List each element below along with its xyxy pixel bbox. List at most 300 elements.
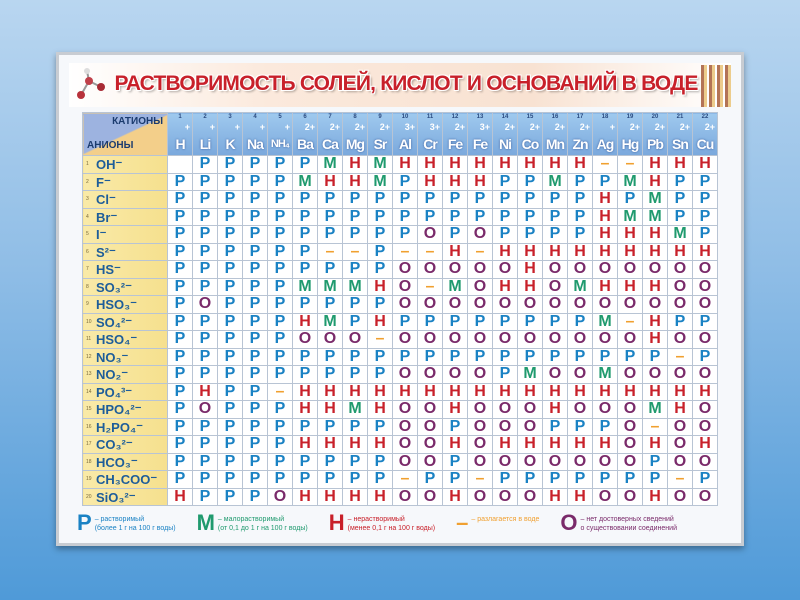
cation-symbol: NH₄ (270, 138, 290, 150)
cation-symbol: Mn (545, 136, 565, 152)
solubility-cell: Р (193, 471, 218, 489)
solubility-cell: – (668, 348, 693, 366)
cation-symbol: Li (199, 136, 211, 152)
solubility-cell: О (418, 488, 443, 506)
solubility-cell: Р (468, 313, 493, 331)
cation-symbol: Al (399, 136, 411, 152)
legend (77, 511, 677, 541)
solubility-cell: Н (318, 401, 343, 419)
solubility-cell: М (643, 208, 668, 226)
anion-header (83, 243, 168, 261)
solubility-cell: Н (643, 488, 668, 506)
solubility-cell: Р (568, 313, 593, 331)
solubility-cell: О (493, 401, 518, 419)
solubility-cell: Н (518, 156, 543, 174)
legend-item (560, 511, 677, 535)
cation-charge: 3+ (479, 122, 490, 132)
solubility-cell: Р (368, 348, 393, 366)
solubility-cell: Р (343, 418, 368, 436)
solubility-cell: Р (293, 243, 318, 261)
solubility-cell: Р (443, 453, 468, 471)
solubility-cell: Н (418, 173, 443, 191)
solubility-cell: Н (568, 436, 593, 454)
solubility-cell: О (293, 331, 318, 349)
solubility-cell: О (668, 488, 693, 506)
anion-header (83, 418, 168, 436)
solubility-cell: Р (318, 471, 343, 489)
page-title: РАСТВОРИМОСТЬ СОЛЕЙ, КИСЛОТ И ОСНОВАНИЙ В ВОДЕ (114, 72, 698, 95)
solubility-cell: – (343, 243, 368, 261)
table-row (83, 191, 718, 209)
solubility-cell: Р (268, 261, 293, 279)
anion-number: 1 (86, 161, 89, 167)
cation-number: 21 (676, 114, 684, 120)
solubility-cell: Р (218, 436, 243, 454)
solubility-cell: Р (293, 418, 318, 436)
legend-text: – нет достоверных сведений (580, 516, 674, 523)
solubility-cell: Р (243, 383, 268, 401)
solubility-cell: Р (693, 191, 718, 209)
table-corner (83, 113, 168, 156)
solubility-cell: Р (218, 331, 243, 349)
solubility-cell: Р (443, 348, 468, 366)
cation-symbol: Sn (672, 136, 688, 152)
anion-number: 5 (86, 231, 89, 237)
anion-formula: HPO₄²⁻ (96, 402, 142, 417)
solubility-cell: Р (568, 348, 593, 366)
solubility-cell: О (643, 366, 668, 384)
solubility-cell: О (468, 453, 493, 471)
solubility-cell: О (668, 296, 693, 314)
solubility-cell: Р (518, 173, 543, 191)
solubility-cell: Н (618, 278, 643, 296)
anion-header (83, 226, 168, 244)
solubility-cell: Н (443, 173, 468, 191)
solubility-cell: Н (693, 383, 718, 401)
solubility-cell: Р (268, 173, 293, 191)
solubility-cell: Р (218, 471, 243, 489)
solubility-cell: – (668, 471, 693, 489)
solubility-cell: О (568, 296, 593, 314)
solubility-cell: Р (393, 348, 418, 366)
solubility-cell: Р (618, 348, 643, 366)
solubility-cell: Н (293, 313, 318, 331)
cation-charge: 3+ (404, 122, 415, 132)
anion-header (83, 261, 168, 279)
solubility-cell: О (193, 401, 218, 419)
solubility-cell: М (343, 401, 368, 419)
solubility-cell: О (668, 418, 693, 436)
cation-symbol: H (175, 136, 185, 152)
solubility-cell: О (543, 331, 568, 349)
solubility-cell: Р (193, 418, 218, 436)
solubility-cell: Р (168, 383, 193, 401)
solubility-cell: Р (218, 173, 243, 191)
table-row (83, 366, 718, 384)
solubility-cell: Р (618, 191, 643, 209)
solubility-cell: О (518, 418, 543, 436)
solubility-cell: Р (493, 191, 518, 209)
solubility-cell: Н (593, 226, 618, 244)
solubility-cell: Р (493, 208, 518, 226)
solubility-cell: Н (518, 278, 543, 296)
solubility-cell: Н (693, 436, 718, 454)
solubility-cell: Р (643, 348, 668, 366)
anion-formula: OH⁻ (96, 157, 123, 172)
solubility-cell: Н (643, 243, 668, 261)
solubility-cell: Р (168, 191, 193, 209)
solubility-cell: Р (243, 208, 268, 226)
solubility-cell: Р (418, 313, 443, 331)
solubility-cell: М (568, 278, 593, 296)
table-row (83, 278, 718, 296)
solubility-cell: О (518, 488, 543, 506)
solubility-cell: О (418, 331, 443, 349)
solubility-cell: Н (693, 156, 718, 174)
solubility-cell: Н (618, 243, 643, 261)
solubility-cell: Н (493, 383, 518, 401)
solubility-cell: Р (618, 471, 643, 489)
cation-header (618, 113, 643, 156)
solubility-cell: Р (168, 366, 193, 384)
solubility-cell: – (418, 243, 443, 261)
solubility-cell: Р (243, 366, 268, 384)
solubility-cell: Н (568, 243, 593, 261)
solubility-cell: М (643, 401, 668, 419)
solubility-cell: М (368, 156, 393, 174)
anion-formula: NO₃⁻ (96, 349, 129, 365)
cation-number: 11 (426, 114, 434, 120)
solubility-cell: О (618, 401, 643, 419)
solubility-cell: О (493, 418, 518, 436)
solubility-cell: О (693, 331, 718, 349)
solubility-cell: Н (168, 488, 193, 506)
solubility-cell: Н (518, 243, 543, 261)
solubility-cell: М (368, 173, 393, 191)
solubility-cell: Н (443, 156, 468, 174)
solubility-cell: О (668, 261, 693, 279)
solubility-cell: Р (268, 453, 293, 471)
solubility-cell: Р (268, 418, 293, 436)
solubility-cell: Н (468, 173, 493, 191)
solubility-cell: Р (518, 471, 543, 489)
solubility-cell: М (318, 156, 343, 174)
solubility-cell: Р (343, 366, 368, 384)
solubility-cell: М (518, 366, 543, 384)
anion-number: 12 (86, 353, 92, 360)
solubility-cell: Н (443, 436, 468, 454)
legend-note: о существовании соединений (580, 525, 677, 532)
solubility-cell: Р (468, 208, 493, 226)
cation-header (193, 113, 218, 156)
solubility-cell: О (693, 261, 718, 279)
anion-number: 16 (86, 423, 92, 430)
solubility-cell: Р (218, 261, 243, 279)
solubility-cell: О (693, 453, 718, 471)
solubility-cell: Н (468, 156, 493, 174)
cation-header (443, 113, 468, 156)
solubility-cell: О (468, 436, 493, 454)
solubility-cell: Р (243, 348, 268, 366)
solubility-cell: О (693, 366, 718, 384)
solubility-cell: Р (243, 418, 268, 436)
solubility-cell: Р (493, 471, 518, 489)
solubility-cell: О (493, 296, 518, 314)
solubility-cell: Н (518, 436, 543, 454)
anion-formula: SiO₃²⁻ (96, 489, 136, 505)
solubility-cell: Р (293, 471, 318, 489)
solubility-cell: О (593, 488, 618, 506)
solubility-cell: Н (568, 383, 593, 401)
cation-charge: 2+ (654, 122, 665, 132)
table-row (83, 296, 718, 314)
solubility-cell: Р (193, 366, 218, 384)
anion-formula: HSO₄⁻ (96, 332, 138, 347)
cation-charge: 3+ (429, 122, 440, 132)
solubility-cell: – (593, 156, 618, 174)
solubility-table (82, 112, 718, 506)
solubility-cell: Р (243, 401, 268, 419)
solubility-cell: Р (243, 261, 268, 279)
solubility-cell: М (543, 173, 568, 191)
solubility-poster (56, 52, 744, 546)
solubility-cell: О (568, 401, 593, 419)
solubility-cell: О (393, 453, 418, 471)
cation-number: 17 (576, 114, 584, 120)
solubility-cell: О (693, 278, 718, 296)
solubility-cell: М (643, 191, 668, 209)
solubility-cell: О (518, 401, 543, 419)
solubility-cell: Р (393, 173, 418, 191)
solubility-cell: Р (318, 348, 343, 366)
solubility-cell: Р (343, 261, 368, 279)
solubility-cell: Р (193, 208, 218, 226)
solubility-cell: Н (543, 436, 568, 454)
anion-header (83, 191, 168, 209)
table-row (83, 173, 718, 191)
solubility-cell: О (643, 296, 668, 314)
solubility-cell: Р (493, 173, 518, 191)
solubility-cell: Н (293, 401, 318, 419)
solubility-cell: Н (418, 383, 443, 401)
cation-header (518, 113, 543, 156)
solubility-cell: Р (268, 471, 293, 489)
solubility-cell: О (593, 453, 618, 471)
solubility-cell: Р (243, 173, 268, 191)
solubility-cell: Р (368, 453, 393, 471)
solubility-cell: М (443, 278, 468, 296)
cation-header (243, 113, 268, 156)
solubility-cell: О (268, 488, 293, 506)
solubility-cell: Р (293, 296, 318, 314)
cation-header (368, 113, 393, 156)
solubility-cell: Н (593, 243, 618, 261)
solubility-cell: – (418, 278, 443, 296)
solubility-cell: Р (193, 261, 218, 279)
solubility-cell: Р (568, 191, 593, 209)
cation-symbol: Cu (696, 136, 714, 152)
table-row (83, 488, 718, 506)
solubility-cell: Н (593, 383, 618, 401)
solubility-cell: О (418, 226, 443, 244)
solubility-cell: О (668, 453, 693, 471)
solubility-cell: Р (168, 313, 193, 331)
solubility-cell: Р (193, 331, 218, 349)
legend-note: (от 0,1 до 1 г на 100 г воды) (217, 525, 308, 532)
cation-symbol: Fe (472, 136, 488, 152)
legend-symbol: М (196, 510, 215, 535)
cation-number: 9 (378, 114, 382, 120)
legend-symbol: Н (328, 510, 345, 535)
solubility-cell: Р (318, 366, 343, 384)
cation-number: 7 (328, 114, 332, 120)
solubility-cell: Р (343, 313, 368, 331)
solubility-cell: Р (593, 173, 618, 191)
solubility-cell: Р (543, 471, 568, 489)
solubility-cell: О (468, 296, 493, 314)
solubility-cell: Р (168, 331, 193, 349)
solubility-cell: Р (343, 226, 368, 244)
solubility-cell: О (668, 366, 693, 384)
cation-number: 20 (651, 114, 659, 120)
solubility-cell: О (468, 401, 493, 419)
solubility-cell: Р (268, 156, 293, 174)
solubility-cell: Р (343, 348, 368, 366)
solubility-cell: О (593, 331, 618, 349)
solubility-cell: Н (418, 156, 443, 174)
legend-symbol: О (560, 510, 578, 535)
solubility-cell: Р (643, 453, 668, 471)
solubility-cell: Н (643, 278, 668, 296)
cation-header (293, 113, 318, 156)
anion-formula: Br⁻ (96, 209, 118, 225)
solubility-cell: Р (593, 418, 618, 436)
solubility-cell: Н (568, 156, 593, 174)
solubility-cell: О (468, 261, 493, 279)
solubility-cell: Р (218, 488, 243, 506)
solubility-cell: Р (418, 208, 443, 226)
solubility-cell: Н (593, 278, 618, 296)
solubility-cell: Р (193, 278, 218, 296)
solubility-cell: Р (243, 191, 268, 209)
solubility-cell: Р (493, 226, 518, 244)
solubility-cell: О (393, 401, 418, 419)
solubility-cell: Р (668, 173, 693, 191)
solubility-cell: О (493, 488, 518, 506)
solubility-cell: Н (368, 383, 393, 401)
solubility-cell: Н (593, 208, 618, 226)
solubility-cell: Р (443, 191, 468, 209)
cation-number: 19 (626, 114, 634, 120)
solubility-cell: Р (318, 296, 343, 314)
solubility-cell: Н (668, 243, 693, 261)
solubility-cell: Р (218, 348, 243, 366)
anion-header (83, 313, 168, 331)
cation-symbol: K (225, 136, 235, 152)
cation-charge: 2+ (554, 122, 565, 132)
solubility-cell: О (343, 331, 368, 349)
solubility-cell: Р (268, 348, 293, 366)
solubility-cell: Р (168, 261, 193, 279)
solubility-cell: Р (293, 208, 318, 226)
cation-charge: + (209, 122, 215, 132)
anion-header (83, 436, 168, 454)
solubility-cell: Р (368, 226, 393, 244)
table-row (83, 436, 718, 454)
cation-symbol: Cr (423, 136, 437, 152)
solubility-cell: Н (643, 383, 668, 401)
solubility-cell: Р (468, 348, 493, 366)
cation-symbol: Pb (647, 136, 663, 152)
solubility-cell: Н (343, 383, 368, 401)
solubility-cell: Р (318, 208, 343, 226)
solubility-cell: Н (643, 156, 668, 174)
solubility-cell: Н (518, 261, 543, 279)
solubility-cell: Н (368, 278, 393, 296)
solubility-cell: Р (593, 348, 618, 366)
solubility-cell: Р (168, 418, 193, 436)
solubility-cell: О (393, 278, 418, 296)
solubility-cell: Н (543, 156, 568, 174)
solubility-cell: Р (443, 471, 468, 489)
solubility-cell: Р (543, 226, 568, 244)
solubility-cell: Н (543, 401, 568, 419)
anion-formula: I⁻ (96, 227, 107, 242)
solubility-cell: О (393, 488, 418, 506)
solubility-cell: О (618, 453, 643, 471)
cation-symbol: Zn (572, 136, 588, 152)
anion-formula: HSO₃⁻ (96, 297, 138, 312)
solubility-cell: Н (293, 436, 318, 454)
anion-header (83, 488, 168, 506)
solubility-cell: Н (318, 488, 343, 506)
solubility-cell: О (418, 453, 443, 471)
solubility-cell: Р (243, 296, 268, 314)
solubility-cell: О (318, 331, 343, 349)
solubility-cell: М (618, 173, 643, 191)
solubility-cell: О (568, 366, 593, 384)
solubility-cell: Р (243, 226, 268, 244)
cation-header (468, 113, 493, 156)
solubility-cell: Н (443, 401, 468, 419)
solubility-cell: Р (543, 313, 568, 331)
solubility-cell: Р (343, 453, 368, 471)
solubility-cell: Р (268, 313, 293, 331)
solubility-cell: Р (518, 348, 543, 366)
molecule-icon (73, 67, 113, 107)
solubility-cell: Р (568, 471, 593, 489)
solubility-cell: О (468, 331, 493, 349)
solubility-cell: Н (643, 436, 668, 454)
cation-symbol: Ba (297, 136, 313, 152)
solubility-cell: О (493, 453, 518, 471)
cation-number: 16 (551, 114, 559, 120)
anion-number: 14 (86, 388, 92, 395)
anion-number: 18 (86, 458, 92, 465)
cation-charge: + (284, 122, 290, 132)
solubility-cell: О (468, 488, 493, 506)
solubility-cell: О (518, 296, 543, 314)
legend-symbol: – (456, 510, 469, 535)
anions-label: АНИОНЫ (87, 140, 134, 151)
solubility-cell: Р (518, 208, 543, 226)
solubility-cell: О (468, 226, 493, 244)
solubility-cell: Н (193, 383, 218, 401)
title-banner (69, 63, 731, 107)
solubility-cell: Р (218, 156, 243, 174)
solubility-cell: О (618, 488, 643, 506)
solubility-cell: Р (168, 278, 193, 296)
